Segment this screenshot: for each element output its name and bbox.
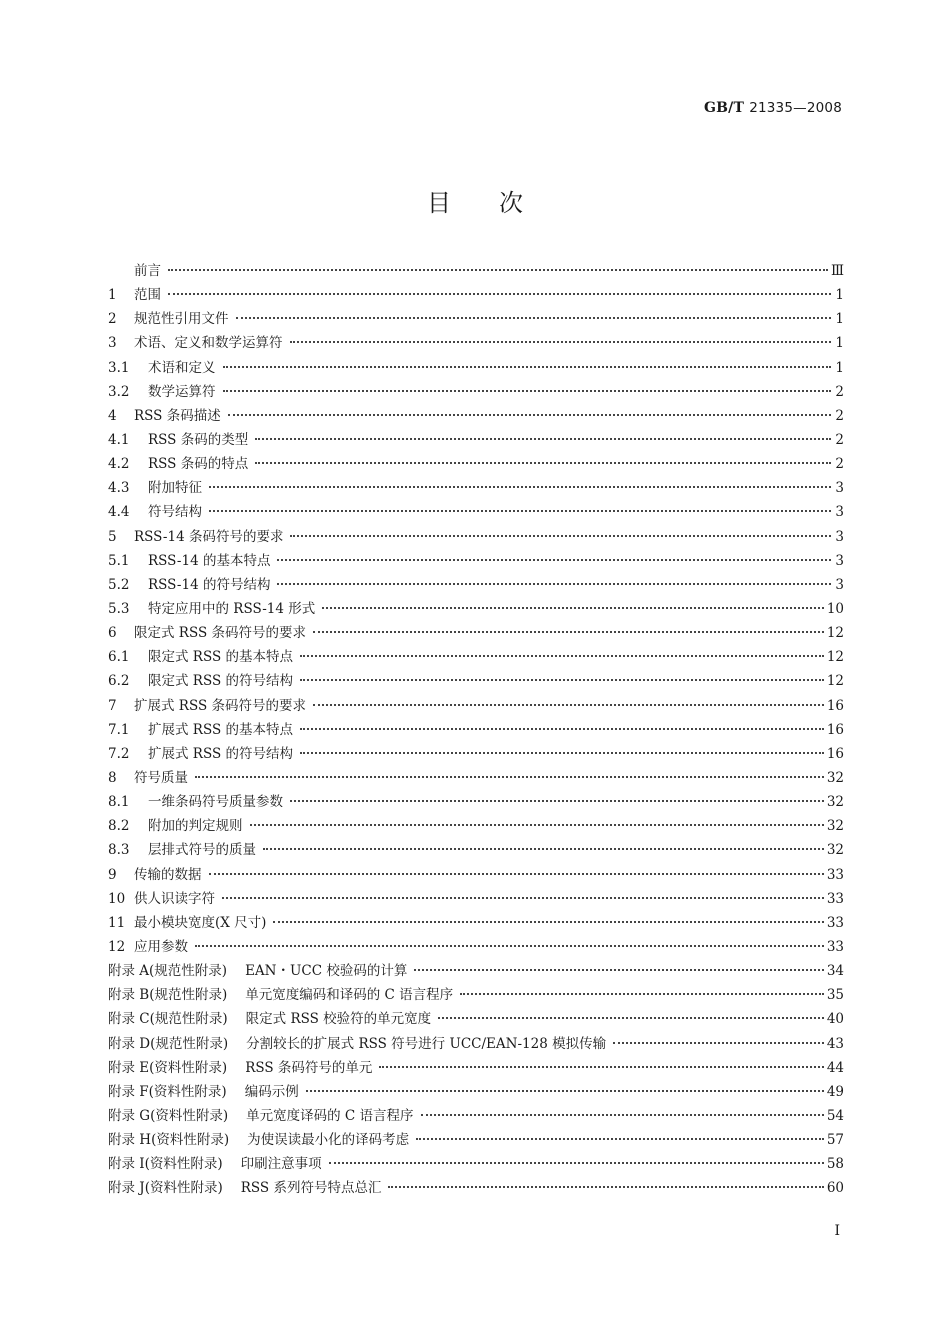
toc-entry-label — [108, 1176, 385, 1200]
toc-entry-label — [108, 718, 297, 742]
dot-leader — [168, 292, 831, 295]
dot-leader — [222, 896, 824, 899]
toc-entry-label — [108, 404, 225, 428]
toc-entry-label — [108, 1007, 435, 1031]
footer-page-number: I — [834, 1223, 840, 1239]
toc-entry[interactable] — [108, 838, 844, 862]
toc-entry[interactable] — [108, 694, 844, 718]
toc-entry-label — [108, 259, 165, 283]
toc-entry-number: 4.4 — [108, 504, 130, 521]
toc-entry-page: 1 — [835, 311, 844, 328]
toc-entry-label — [108, 307, 233, 331]
dot-leader — [290, 340, 832, 343]
toc-entry[interactable] — [108, 331, 844, 355]
toc-entry-page: 1 — [835, 359, 844, 376]
toc-entry[interactable] — [108, 863, 844, 887]
toc-entry[interactable] — [108, 597, 844, 621]
toc-entry[interactable] — [108, 428, 844, 452]
toc-entry-title: 为使误读最小化的译码考虑 — [247, 1132, 410, 1149]
toc-entry[interactable] — [108, 259, 844, 283]
toc-entry-label — [108, 1104, 418, 1128]
toc-entry-label — [108, 959, 411, 983]
dot-leader — [209, 872, 824, 875]
dot-leader — [195, 944, 824, 947]
toc-entry-label — [108, 838, 260, 862]
toc-entry-page: 16 — [826, 697, 844, 714]
toc-entry-title: 传输的数据 — [134, 866, 202, 883]
toc-entry-title: RSS 条码描述 — [134, 407, 221, 424]
toc-entry[interactable] — [108, 476, 844, 500]
toc-entry-number: 3.1 — [108, 359, 130, 376]
toc-entry-number: 9 — [108, 866, 117, 883]
toc-entry-label — [108, 331, 287, 355]
dot-leader — [379, 1065, 823, 1068]
toc-entry-title: 数学运算符 — [148, 383, 216, 400]
toc-entry-title: 扩展式 RSS 的符号结构 — [148, 745, 294, 762]
dot-leader — [255, 461, 831, 464]
toc-entry-page: 2 — [835, 456, 844, 473]
toc-entry[interactable] — [108, 983, 844, 1007]
toc-entry-label — [108, 356, 220, 380]
toc-entry-title: 单元宽度译码的 C 语言程序 — [246, 1107, 414, 1124]
dot-leader — [460, 992, 824, 995]
toc-entry-title: 单元宽度编码和译码的 C 语言程序 — [245, 987, 454, 1004]
toc-entry-title: RSS-14 的符号结构 — [148, 576, 271, 593]
toc-entry[interactable] — [108, 911, 844, 935]
dot-leader — [236, 316, 832, 319]
toc-entry-page: 3 — [835, 528, 844, 545]
toc-entry-page: 1 — [835, 287, 844, 304]
toc-entry-title: 术语和定义 — [148, 359, 216, 376]
dot-leader — [290, 534, 831, 537]
dot-leader — [255, 437, 831, 440]
toc-entry-title: RSS 条码的特点 — [148, 456, 249, 473]
toc-entry[interactable] — [108, 1128, 844, 1152]
dot-leader — [414, 968, 823, 971]
toc-entry[interactable] — [108, 959, 844, 983]
toc-entry-page: 32 — [826, 818, 844, 835]
dot-leader — [209, 485, 831, 488]
toc-entry-page: 12 — [826, 625, 844, 642]
toc-entry-title: RSS 条码符号的单元 — [245, 1059, 373, 1076]
toc-entry-title: 规范性引用文件 — [134, 311, 229, 328]
dot-leader — [322, 606, 824, 609]
toc-entry-title: 最小模块宽度(X 尺寸) — [134, 914, 267, 931]
toc-entry-title: 附加特征 — [148, 480, 202, 497]
toc-entry-page: 12 — [826, 673, 844, 690]
toc-entry[interactable] — [108, 500, 844, 524]
toc-entry[interactable] — [108, 814, 844, 838]
toc-entry[interactable] — [108, 621, 844, 645]
toc-entry-number: 11 — [108, 914, 126, 931]
toc-entry-title: 应用参数 — [134, 938, 188, 955]
toc-entry-label — [108, 1032, 610, 1056]
toc-entry-page: 33 — [826, 866, 844, 883]
toc-entry-page: 2 — [835, 383, 844, 400]
toc-entry-number: 5.1 — [108, 552, 130, 569]
toc-entry-number: 附录 E(资料性附录) — [108, 1059, 228, 1076]
toc-entry[interactable] — [108, 380, 844, 404]
toc-entry-label — [108, 476, 206, 500]
standard-identifier — [704, 100, 842, 116]
toc-entry-title: 符号结构 — [148, 504, 202, 521]
toc-entry-page: 58 — [826, 1156, 844, 1173]
toc-entry-title: 符号质量 — [134, 769, 188, 786]
toc-entry-title: 编码示例 — [244, 1083, 299, 1100]
toc-entry-label — [108, 814, 247, 838]
toc-entry-number: 8.1 — [108, 794, 130, 811]
toc-entry[interactable] — [108, 549, 844, 573]
toc-entry[interactable] — [108, 669, 844, 693]
toc-entry-number: 8 — [108, 769, 117, 786]
toc-entry-label — [108, 525, 287, 549]
toc-entry-page: 34 — [826, 963, 844, 980]
toc-entry-number: 附录 G(资料性附录) — [108, 1107, 229, 1124]
toc-entry-number: 附录 H(资料性附录) — [108, 1132, 230, 1149]
toc-entry-page: 33 — [826, 914, 844, 931]
toc-entry[interactable] — [108, 1056, 844, 1080]
toc-entry-page: 60 — [826, 1180, 844, 1197]
toc-entry[interactable] — [108, 307, 844, 331]
toc-entry[interactable] — [108, 1007, 844, 1031]
toc-entry[interactable] — [108, 1080, 844, 1104]
toc-entry-label — [108, 597, 319, 621]
standard-code: GB/T — [703, 100, 745, 116]
toc-entry-number: 10 — [108, 890, 126, 907]
toc-entry-title: 限定式 RSS 的符号结构 — [148, 673, 294, 690]
toc-entry-title: 特定应用中的 RSS-14 形式 — [148, 600, 316, 617]
toc-entry-page: 2 — [835, 431, 844, 448]
toc-entry-title: 一维条码符号质量参数 — [148, 794, 283, 811]
toc-entry-label — [108, 983, 457, 1007]
toc-entry-page: 3 — [835, 576, 844, 593]
toc-entry-number: 4.2 — [108, 456, 130, 473]
toc-entry-label — [108, 911, 270, 935]
toc-entry-title: 前言 — [134, 263, 161, 279]
toc-entry[interactable] — [108, 356, 844, 380]
toc-entry-number: 附录 F(资料性附录) — [108, 1083, 227, 1100]
toc-entry-title: 供人识读字符 — [134, 890, 215, 907]
dot-leader — [168, 268, 828, 271]
toc-entry-number: 4 — [108, 407, 117, 424]
toc-entry-label — [108, 766, 192, 790]
toc-entry-page: 33 — [826, 890, 844, 907]
dot-leader — [300, 727, 824, 730]
toc-entry-page: Ⅲ — [830, 263, 844, 279]
toc-entry-label — [108, 694, 310, 718]
toc-entry-title: RSS-14 的基本特点 — [148, 552, 271, 569]
toc-entry-label — [108, 790, 287, 814]
toc-entry[interactable] — [108, 283, 844, 307]
toc-entry[interactable] — [108, 1176, 844, 1200]
toc-entry-number: 附录 B(规范性附录) — [108, 987, 228, 1004]
toc-entry-label — [108, 1080, 303, 1104]
toc-entry-title: 限定式 RSS 的基本特点 — [148, 649, 294, 666]
toc-entry-title: 分割较长的扩展式 RSS 符号进行 UCC/EAN-128 模拟传输 — [246, 1035, 607, 1052]
dot-leader — [228, 413, 831, 416]
dot-leader — [613, 1041, 824, 1044]
toc-entry-page: 1 — [835, 335, 844, 352]
toc-entry[interactable] — [108, 452, 844, 476]
toc-entry-page: 16 — [826, 721, 844, 738]
toc-entry-number: 5.3 — [108, 600, 130, 617]
toc-entry-page: 32 — [826, 769, 844, 786]
toc-entry-label — [108, 500, 206, 524]
toc-entry[interactable] — [108, 790, 844, 814]
toc-entry-title: RSS 条码的类型 — [148, 431, 249, 448]
toc-entry-title: EAN・UCC 校验码的计算 — [245, 963, 408, 980]
toc-entry-page: 32 — [826, 794, 844, 811]
dot-leader — [313, 703, 824, 706]
toc-entry[interactable] — [108, 766, 844, 790]
dot-leader — [277, 582, 831, 585]
toc-entry-label — [108, 887, 219, 911]
dot-leader — [388, 1185, 823, 1188]
dot-leader — [329, 1161, 824, 1164]
toc-entry-title: 附加的判定规则 — [148, 818, 243, 835]
toc-entry-label — [108, 742, 297, 766]
toc-entry-label — [108, 1152, 326, 1176]
toc-entry-number: 2 — [108, 311, 117, 328]
dot-leader — [438, 1016, 824, 1019]
toc-entry-title: 扩展式 RSS 的基本特点 — [148, 721, 294, 738]
toc-entry-label — [108, 1056, 376, 1080]
toc-entry-page: 35 — [826, 987, 844, 1004]
toc-entry-label — [108, 549, 274, 573]
toc-entry-number: 3.2 — [108, 383, 130, 400]
toc-entry-page: 43 — [826, 1035, 844, 1052]
toc-entry-page: 49 — [826, 1083, 844, 1100]
toc-entry-page: 2 — [835, 407, 844, 424]
toc-entry-number: 附录 A(规范性附录) — [108, 963, 228, 980]
table-of-contents — [108, 259, 844, 1200]
dot-leader — [421, 1113, 824, 1116]
toc-entry-number: 7 — [108, 697, 117, 714]
toc-entry[interactable] — [108, 1032, 844, 1056]
toc-entry-number: 8.2 — [108, 818, 130, 835]
toc-entry[interactable] — [108, 1152, 844, 1176]
page-title: 目次 — [427, 189, 571, 217]
toc-entry-number: 6.1 — [108, 649, 130, 666]
toc-entry-label — [108, 645, 297, 669]
toc-entry[interactable] — [108, 404, 844, 428]
dot-leader — [416, 1137, 824, 1140]
toc-entry-label — [108, 621, 310, 645]
toc-entry[interactable] — [108, 887, 844, 911]
dot-leader — [195, 775, 824, 778]
toc-entry-title: 印刷注意事项 — [240, 1156, 322, 1173]
toc-entry-number: 7.1 — [108, 721, 130, 738]
toc-entry-title: RSS-14 条码符号的要求 — [134, 528, 284, 545]
toc-entry-page: 44 — [826, 1059, 844, 1076]
toc-entry[interactable] — [108, 718, 844, 742]
toc-entry-page: 40 — [826, 1011, 844, 1028]
dot-leader — [223, 389, 832, 392]
toc-entry-number: 7.2 — [108, 745, 130, 762]
toc-entry[interactable] — [108, 573, 844, 597]
toc-entry-page: 54 — [826, 1107, 844, 1124]
toc-entry-label — [108, 380, 220, 404]
toc-entry-title: 扩展式 RSS 条码符号的要求 — [134, 697, 307, 714]
toc-entry-number: 6.2 — [108, 673, 130, 690]
dot-leader — [250, 823, 824, 826]
toc-entry[interactable] — [108, 935, 844, 959]
toc-entry-number: 4.1 — [108, 431, 130, 448]
toc-entry-page: 3 — [835, 552, 844, 569]
toc-entry[interactable] — [108, 1104, 844, 1128]
standard-number: 21335—2008 — [749, 100, 842, 116]
toc-entry-label — [108, 452, 252, 476]
toc-entry-page: 16 — [826, 745, 844, 762]
dot-leader — [277, 558, 831, 561]
dot-leader — [290, 799, 824, 802]
toc-entry-label — [108, 935, 192, 959]
toc-entry-number: 1 — [108, 287, 117, 304]
dot-leader — [300, 654, 824, 657]
toc-entry-title: 层排式符号的质量 — [148, 842, 256, 859]
dot-leader — [273, 920, 823, 923]
toc-entry-label — [108, 428, 252, 452]
toc-entry-page: 10 — [826, 600, 844, 617]
toc-entry-label — [108, 863, 206, 887]
toc-entry-title: 术语、定义和数学运算符 — [134, 335, 283, 352]
toc-entry-title: 范围 — [134, 287, 161, 304]
dot-leader — [300, 678, 824, 681]
toc-entry-label — [108, 1128, 413, 1152]
toc-entry-page: 3 — [835, 480, 844, 497]
toc-entry[interactable] — [108, 645, 844, 669]
toc-entry-page: 57 — [826, 1132, 844, 1149]
toc-entry-page: 32 — [826, 842, 844, 859]
dot-leader — [263, 847, 824, 850]
toc-entry-number: 12 — [108, 938, 126, 955]
toc-entry[interactable] — [108, 525, 844, 549]
toc-entry[interactable] — [108, 742, 844, 766]
toc-entry-title: RSS 系列符号特点总汇 — [240, 1180, 382, 1197]
toc-entry-number: 附录 C(规范性附录) — [108, 1011, 228, 1028]
dot-leader — [306, 1089, 824, 1092]
dot-leader — [313, 630, 824, 633]
toc-entry-number: 附录 D(规范性附录) — [108, 1035, 229, 1052]
toc-entry-page: 12 — [826, 649, 844, 666]
dot-leader — [223, 365, 832, 368]
toc-entry-number: 附录 J(资料性附录) — [108, 1180, 223, 1197]
toc-entry-number: 6 — [108, 625, 117, 642]
toc-entry-title: 限定式 RSS 条码符号的要求 — [134, 625, 307, 642]
toc-entry-page: 3 — [835, 504, 844, 521]
toc-entry-title: 限定式 RSS 校验符的单元宽度 — [245, 1011, 432, 1028]
toc-entry-number: 5.2 — [108, 576, 130, 593]
toc-entry-label — [108, 573, 274, 597]
toc-entry-number: 3 — [108, 335, 117, 352]
toc-entry-label — [108, 669, 297, 693]
toc-entry-number: 4.3 — [108, 480, 130, 497]
dot-leader — [209, 509, 831, 512]
toc-entry-number: 8.3 — [108, 842, 130, 859]
dot-leader — [300, 751, 824, 754]
toc-entry-number: 5 — [108, 528, 117, 545]
toc-entry-page: 33 — [826, 938, 844, 955]
toc-entry-label — [108, 283, 165, 307]
toc-entry-number: 附录 I(资料性附录) — [108, 1156, 223, 1173]
